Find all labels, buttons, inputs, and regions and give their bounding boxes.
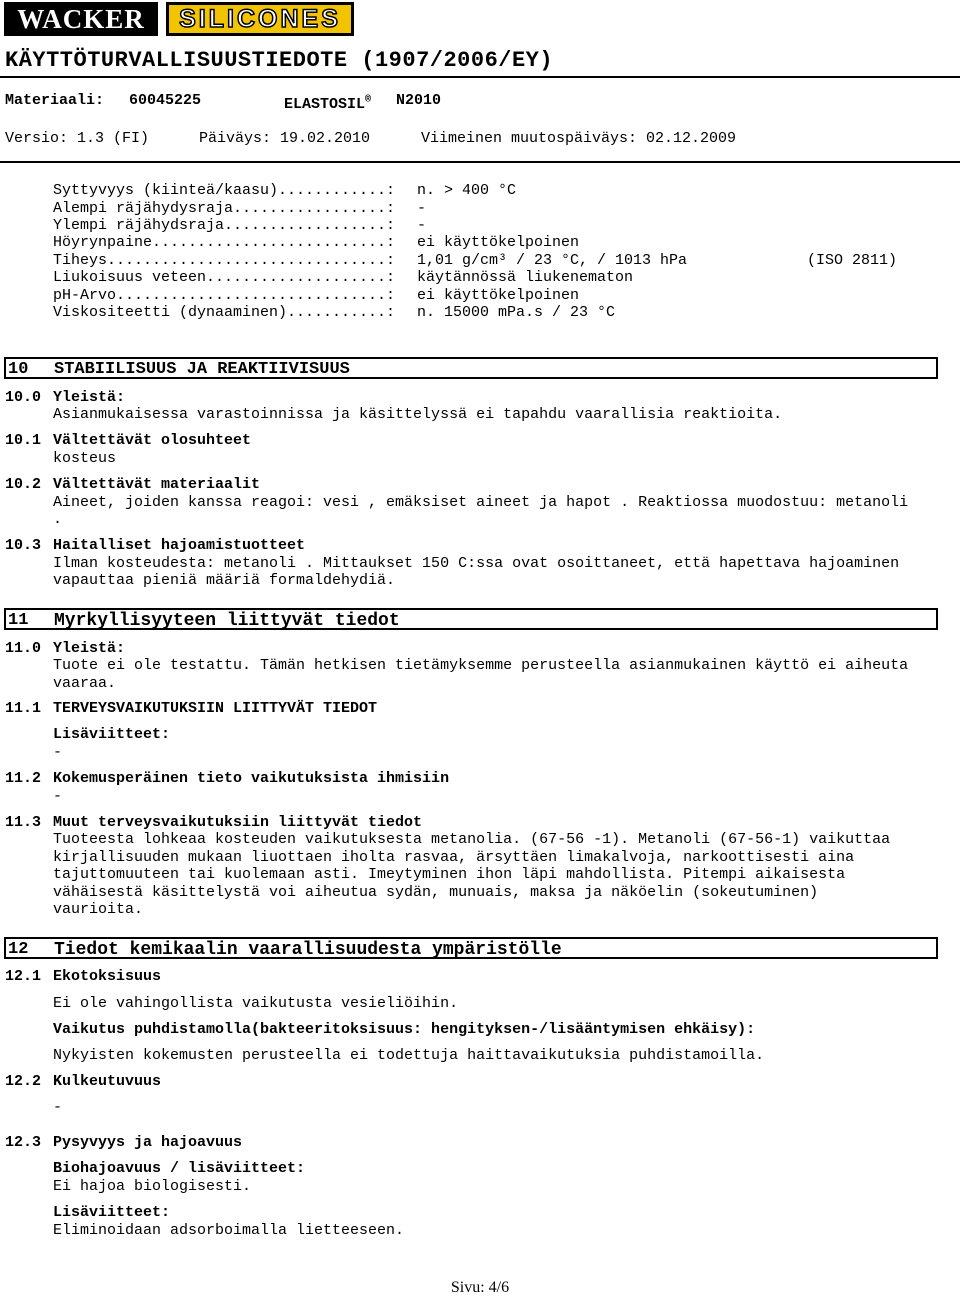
property-label: Tiheys...............................: <box>53 252 396 269</box>
paragraph: - <box>53 744 63 761</box>
section-number: 12 <box>8 940 29 959</box>
product-name <box>284 92 371 114</box>
property-label: pH-Arvo..............................: <box>53 287 396 304</box>
paragraph: vaurioita. <box>53 901 144 918</box>
subsection-number: 12.1 <box>5 968 42 985</box>
subsection-title: Kokemusperäinen tieto vaikutuksista ihmisiin <box>53 770 450 787</box>
subsection-number: 12.3 <box>5 1134 42 1151</box>
subsection-title: Vältettävät olosuhteet <box>53 432 252 449</box>
subheading: Lisäviitteet: <box>53 726 171 743</box>
section-title: Tiedot kemikaalin vaarallisuudesta ympäristölle <box>54 940 562 960</box>
version: Versio: 1.3 (FI) <box>5 130 150 147</box>
paragraph: . <box>53 511 63 528</box>
paragraph: - <box>53 788 63 805</box>
paragraph: tajuttomuuteen tai kuolemaan asti. Imeytyminen ihon läpi mahdollista. Pitempi aikaisesta <box>53 866 846 883</box>
section-number: 11 <box>8 611 29 630</box>
subsection-title: Yleistä: <box>53 389 126 406</box>
subheading: Biohajoavuus / lisäviitteet: <box>53 1160 306 1177</box>
property-value: ei käyttökelpoinen <box>417 234 580 251</box>
paragraph: vähäisestä käsittelystä voi aiheutua sydän, munuais, maksa ja näköelin (sokeutuminen) <box>53 884 819 901</box>
paragraph: Tuote ei ole testattu. Tämän hetkisen tietämyksemme perusteella asianmukainen käyttö ei aiheuta <box>53 657 909 674</box>
property-label: Viskositeetti (dynaaminen)...........: <box>53 304 396 321</box>
subsection-title: Vältettävät materiaalit <box>53 476 261 493</box>
paragraph: kosteus <box>53 450 117 467</box>
property-value: ei käyttökelpoinen <box>417 287 580 304</box>
silicones-logo-text: SILICONES <box>179 4 341 33</box>
subsection-number: 11.0 <box>5 640 42 657</box>
paragraph: Aineet, joiden kanssa reagoi: vesi , emäksiset aineet ja hapot . Reaktiossa muodostuu: metanoli <box>53 494 909 511</box>
paragraph: vaaraa. <box>53 675 117 692</box>
property-value: n. > 400 °C <box>417 182 517 199</box>
paragraph: Tuoteesta lohkeaa kosteuden vaikutuksesta metanolia. (67-56 -1). Metanoli (67-56-1) vaikuttaa <box>53 831 891 848</box>
paragraph: Asianmukaisessa varastoinnissa ja käsittelyssä ei tapahdu vaarallisia reaktioita. <box>53 406 783 423</box>
subsection-title: Haitalliset hajoamistuotteet <box>53 537 306 554</box>
document-title: KÄYTTÖTURVALLISUUSTIEDOTE (1907/2006/EY) <box>5 48 554 73</box>
property-value: - <box>417 200 427 217</box>
property-label: Höyrynpaine..........................: <box>53 234 396 251</box>
section-12-header <box>4 937 938 959</box>
subsection-number: 10.2 <box>5 476 42 493</box>
property-label: Syttyvyys (kiinteä/kaasu)............: <box>53 182 396 199</box>
property-label: Liukoisuus veteen....................: <box>53 269 396 286</box>
subsection-title: Muut terveysvaikutuksiin liittyvät tiedot <box>53 814 423 831</box>
subsection-number: 11.2 <box>5 770 42 787</box>
subsection-number: 10.1 <box>5 432 42 449</box>
header-divider-top <box>0 76 960 78</box>
paragraph: kirjallisuuden mukaan liuottaen iholta rasvaa, ärsyttäen limakalvoja, narkoottisesti aina <box>53 849 855 866</box>
issue-date: Päiväys: 19.02.2010 <box>199 130 371 147</box>
subsection-number: 11.3 <box>5 814 42 831</box>
wacker-logo <box>4 2 158 36</box>
registered-mark: ® <box>365 95 372 106</box>
subsection-number: 12.2 <box>5 1073 42 1090</box>
property-value: - <box>417 217 427 234</box>
last-modified-date: Viimeinen muutospäiväys: 02.12.2009 <box>421 130 737 147</box>
section-title: STABIILISUUS JA REAKTIIVISUUS <box>54 360 350 379</box>
subheading: Vaikutus puhdistamolla(bakteeritoksisuus: hengityksen-/lisääntymisen ehkäisy): <box>53 1021 756 1038</box>
subsection-number: 11.1 <box>5 700 42 717</box>
subheading: Lisäviitteet: <box>53 1204 171 1221</box>
wacker-logo-text: WACKER <box>17 3 145 34</box>
paragraph: vapauttaa pieniä määriä formaldehydiä. <box>53 572 396 589</box>
material-value: 60045225 <box>129 92 202 109</box>
paragraph: Nykyisten kokemusten perusteella ei todettuja haittavaikutuksia puhdistamoilla. <box>53 1047 765 1064</box>
subsection-title: TERVEYSVAIKUTUKSIIN LIITTYVÄT TIEDOT <box>53 700 378 717</box>
paragraph: Ei ole vahingollista vaikutusta vesieliöihin. <box>53 995 459 1012</box>
header-divider-bottom <box>0 161 960 163</box>
paragraph: Ilman kosteudesta: metanoli . Mittaukset 150 C:ssa ovat osoittaneet, että hapettava hajoaminen <box>53 555 900 572</box>
paragraph: Ei hajoa biologisesti. <box>53 1178 252 1195</box>
paragraph: - <box>53 1099 63 1116</box>
property-value: n. 15000 mPa.s / 23 °C <box>417 304 616 321</box>
property-label: Ylempi räjähydsraja..................: <box>53 217 396 234</box>
section-11-header <box>4 608 938 630</box>
subsection-number: 10.0 <box>5 389 42 406</box>
property-value: 1,01 g/cm³ / 23 °C, / 1013 hPa <box>417 252 688 269</box>
silicones-logo <box>166 2 354 36</box>
property-value: käytännössä liukenematon <box>417 269 634 286</box>
subsection-title: Ekotoksisuus <box>53 968 162 985</box>
property-label: Alempi räjähydysraja.................: <box>53 200 396 217</box>
material-label: Materiaali: <box>5 92 105 109</box>
paragraph: Eliminoidaan adsorboimalla lietteeseen. <box>53 1222 405 1239</box>
page-number: Sivu: 4/6 <box>450 1279 510 1296</box>
section-10-header <box>4 357 938 379</box>
subsection-title: Kulkeutuvuus <box>53 1073 162 1090</box>
subsection-title: Yleistä: <box>53 640 126 657</box>
subsection-title: Pysyvyys ja hajoavuus <box>53 1134 243 1151</box>
subsection-number: 10.3 <box>5 537 42 554</box>
section-number: 10 <box>8 360 29 379</box>
property-note: (ISO 2811) <box>807 252 898 269</box>
section-title: Myrkyllisyyteen liittyvät tiedot <box>54 611 400 631</box>
product-name-text: ELASTOSIL <box>284 96 366 113</box>
product-code: N2010 <box>396 92 442 109</box>
